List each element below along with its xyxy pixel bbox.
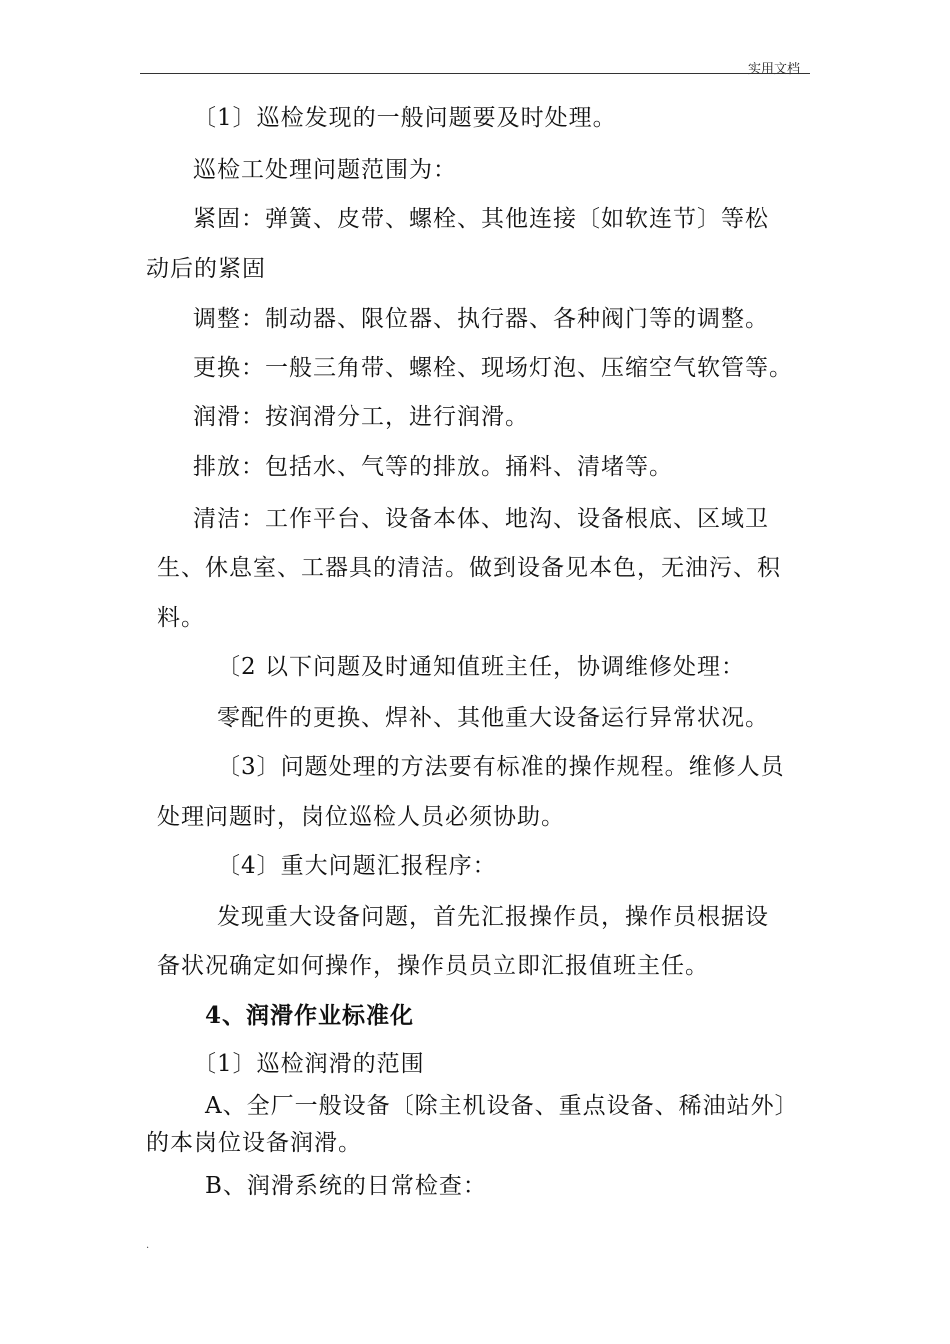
paragraph-line: 〔3〕问题处理的方法要有标准的操作规程。维修人员	[217, 754, 785, 780]
paragraph-line: 零配件的更换、焊补、其他重大设备运行异常状况。	[217, 705, 769, 731]
paragraph-line: 清洁：工作平台、设备本体、地沟、设备根底、区域卫	[193, 506, 769, 532]
footer-mark: .	[146, 1240, 150, 1251]
paragraph-line: 的本岗位设备润滑。	[146, 1130, 362, 1156]
paragraph-line: 调整：制动器、限位器、执行器、各种阀门等的调整。	[193, 306, 769, 332]
paragraph-line: 备状况确定如何操作，操作员员立即汇报值班主任。	[157, 953, 709, 979]
paragraph-line: 〔1〕巡检发现的一般问题要及时处理。	[193, 105, 617, 131]
paragraph-line: 润滑：按润滑分工，进行润滑。	[193, 404, 529, 430]
paragraph-line: 排放：包括水、气等的排放。捅料、清堵等。	[193, 454, 673, 480]
paragraph-line: 处理问题时，岗位巡检人员必须协助。	[157, 804, 565, 830]
paragraph-line: 〔4〕重大问题汇报程序：	[217, 853, 497, 879]
paragraph-line: B、润滑系统的日常检查：	[205, 1173, 487, 1199]
paragraph-line: 更换：一般三角带、螺栓、现场灯泡、压缩空气软管等。	[193, 355, 793, 381]
paragraph-line: 紧固：弹簧、皮带、螺栓、其他连接〔如软连节〕等松	[193, 206, 769, 232]
paragraph-line: 料。	[157, 605, 205, 631]
paragraph-line: 生、休息室、工器具的清洁。做到设备见本色，无油污、积	[157, 555, 781, 581]
paragraph-line: 动后的紧固	[146, 256, 266, 282]
paragraph-line: 发现重大设备问题，首先汇报操作员，操作员根据设	[217, 904, 769, 930]
section-heading: 4、润滑作业标准化	[205, 1002, 415, 1029]
paragraph-line: 〔2 以下问题及时通知值班主任，协调维修处理：	[217, 654, 745, 680]
paragraph-line: 巡检工处理问题范围为：	[193, 157, 457, 183]
paragraph-line: 〔1〕巡检润滑的范围	[193, 1051, 425, 1077]
header-label: 实用文档	[748, 62, 801, 77]
paragraph-line: A、全厂一般设备〔除主机设备、重点设备、稀油站外〕	[205, 1093, 799, 1119]
header-rule	[140, 73, 810, 74]
